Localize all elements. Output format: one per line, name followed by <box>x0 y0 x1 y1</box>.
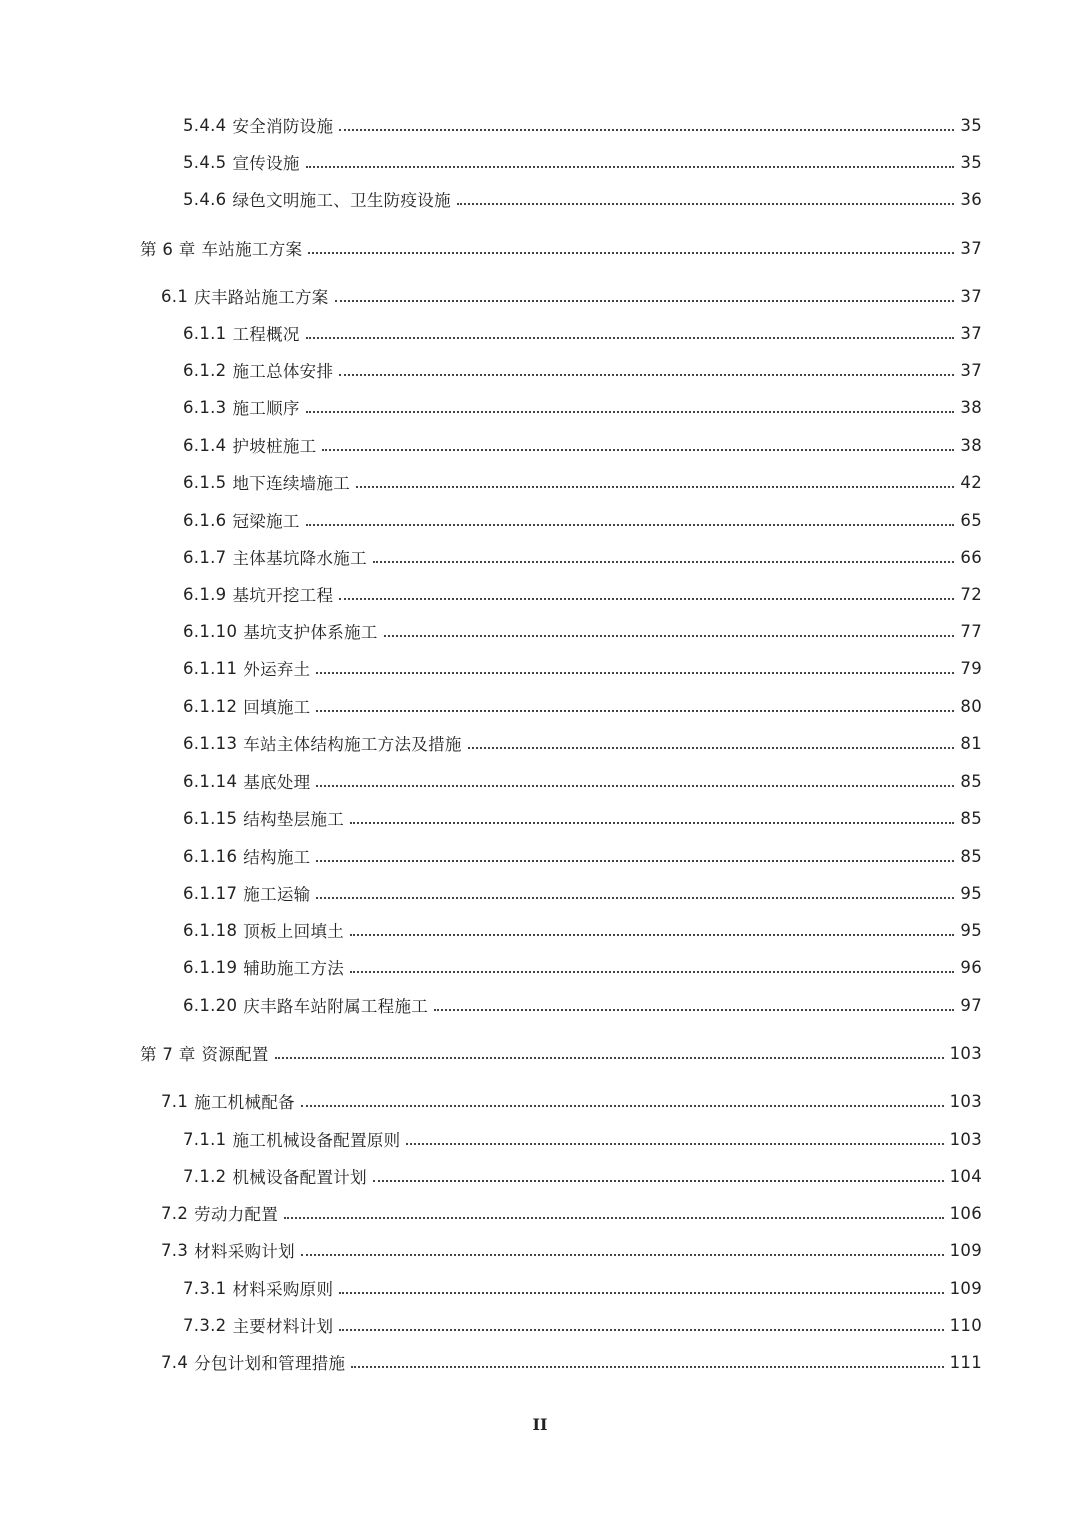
toc-entry-title: 安全消防设施 <box>232 117 334 136</box>
toc-entry-page: 103 <box>949 1129 982 1149</box>
toc-entry-page: 109 <box>949 1278 982 1298</box>
toc-dot-leader <box>339 598 954 600</box>
toc-entry-number: 5.4.5 <box>183 152 227 172</box>
toc-entry-number: 7.1.1 <box>183 1129 227 1149</box>
toc-entry-title: 顶板上回填土 <box>243 922 345 941</box>
toc-entry-page: 81 <box>960 733 982 753</box>
toc-dot-leader <box>384 635 955 637</box>
toc-entry-title: 主体基坑降水施工 <box>232 549 367 568</box>
toc-entry-title: 劳动力配置 <box>194 1205 279 1224</box>
toc-entry-title: 结构垫层施工 <box>243 810 345 829</box>
toc-entry-number: 5.4.4 <box>183 115 227 135</box>
toc-entry-title: 施工机械配备 <box>194 1093 295 1112</box>
toc-entry[interactable] <box>183 110 982 140</box>
toc-entry-title: 主要材料计划 <box>232 1317 334 1336</box>
toc-dot-leader <box>306 411 955 413</box>
toc-entry-title: 基坑支护体系施工 <box>243 623 378 642</box>
toc-entry-page: 104 <box>949 1166 982 1186</box>
toc-entry-page: 66 <box>960 547 982 567</box>
toc-entry-page: 37 <box>960 238 982 258</box>
toc-entry-title: 施工顺序 <box>232 399 300 418</box>
toc-entry-title: 施工运输 <box>243 885 311 904</box>
toc-dot-leader <box>301 1254 944 1256</box>
toc-entry[interactable] <box>183 766 982 796</box>
toc-entry-page: 95 <box>960 883 982 903</box>
toc-dot-leader <box>306 337 955 339</box>
toc-entry-number: 第 7 章 <box>140 1045 196 1064</box>
toc-entry-number: 7.3.1 <box>183 1278 227 1298</box>
toc-entry[interactable] <box>183 878 982 908</box>
toc-entry-page: 109 <box>949 1240 982 1260</box>
toc-entry[interactable] <box>183 392 982 422</box>
toc-dot-leader <box>356 486 954 488</box>
toc-entry[interactable] <box>183 1124 982 1154</box>
toc-dot-leader <box>457 203 955 205</box>
toc-entry[interactable] <box>161 1086 982 1116</box>
toc-entry[interactable] <box>183 1310 982 1340</box>
toc-entry-number: 6.1 <box>161 286 189 306</box>
toc-entry-page: 77 <box>960 621 982 641</box>
toc-entry-title: 外运弃土 <box>243 660 311 679</box>
toc-dot-leader <box>350 971 954 973</box>
toc-entry[interactable] <box>183 616 982 646</box>
toc-entry-number: 7.3.2 <box>183 1315 227 1335</box>
toc-entry-title: 庆丰路车站附属工程施工 <box>243 997 429 1016</box>
toc-entry-title: 护坡桩施工 <box>232 437 317 456</box>
toc-entry[interactable] <box>183 467 982 497</box>
toc-entry[interactable] <box>183 579 982 609</box>
toc-entry[interactable] <box>183 542 982 572</box>
toc-entry-number: 第 6 章 <box>140 240 196 259</box>
toc-entry-number: 6.1.10 <box>183 621 238 641</box>
toc-entry-number: 6.1.12 <box>183 696 238 716</box>
toc-entry-title: 结构施工 <box>243 848 311 867</box>
toc-entry-title: 庆丰路站施工方案 <box>194 288 329 307</box>
toc-entry[interactable] <box>183 691 982 721</box>
toc-entry[interactable] <box>183 915 982 945</box>
toc-dot-leader <box>350 822 954 824</box>
toc-entry[interactable] <box>183 803 982 833</box>
toc-entry[interactable] <box>183 184 982 214</box>
toc-entry-title: 基坑开挖工程 <box>232 586 334 605</box>
toc-entry-page: 85 <box>960 808 982 828</box>
toc-entry-number: 6.1.19 <box>183 957 238 977</box>
toc-entry-page: 37 <box>960 286 982 306</box>
toc-entry-number: 5.4.6 <box>183 189 227 209</box>
toc-entry-page: 106 <box>949 1203 982 1223</box>
toc-entry-page: 85 <box>960 846 982 866</box>
toc-entry-page: 110 <box>949 1315 982 1335</box>
toc-entry-page: 95 <box>960 920 982 940</box>
toc-entry[interactable] <box>183 355 982 385</box>
toc-entry[interactable] <box>183 1273 982 1303</box>
toc-entry-number: 7.1 <box>161 1091 189 1111</box>
toc-entry-title: 冠梁施工 <box>232 512 300 531</box>
toc-dot-leader <box>373 1180 944 1182</box>
toc-dot-leader <box>301 1105 944 1107</box>
toc-dot-leader <box>339 129 954 131</box>
toc-entry-number: 6.1.11 <box>183 658 238 678</box>
toc-entry[interactable] <box>161 1198 982 1228</box>
toc-entry-number: 6.1.4 <box>183 435 227 455</box>
toc-entry[interactable] <box>183 990 982 1020</box>
toc-entry[interactable] <box>161 1347 982 1377</box>
toc-dot-leader <box>284 1217 943 1219</box>
toc-entry-number: 7.2 <box>161 1203 189 1223</box>
toc-dot-leader <box>434 1009 954 1011</box>
toc-dot-leader <box>322 449 954 451</box>
toc-entry-page: 103 <box>949 1091 982 1111</box>
toc-entry-title: 材料采购计划 <box>194 1242 295 1261</box>
toc-entry-title: 回填施工 <box>243 698 311 717</box>
toc-entry-page: 37 <box>960 323 982 343</box>
toc-entry-page: 111 <box>949 1352 982 1372</box>
toc-entry[interactable] <box>161 281 982 311</box>
toc-entry-title: 绿色文明施工、卫生防疫设施 <box>232 191 451 210</box>
toc-entry[interactable] <box>183 318 982 348</box>
toc-entry-page: 80 <box>960 696 982 716</box>
toc-dot-leader <box>308 252 954 254</box>
toc-dot-leader <box>350 934 954 936</box>
toc-entry-number: 6.1.9 <box>183 584 227 604</box>
toc-entry-number: 6.1.14 <box>183 771 238 791</box>
toc-entry-page: 38 <box>960 435 982 455</box>
toc-entry[interactable] <box>183 147 982 177</box>
toc-dot-leader <box>316 710 954 712</box>
toc-entry-page: 65 <box>960 510 982 530</box>
toc-dot-leader <box>373 561 955 563</box>
toc-entry-page: 38 <box>960 397 982 417</box>
toc-entry[interactable] <box>183 841 982 871</box>
toc-entry-page: 79 <box>960 658 982 678</box>
toc-entry-number: 6.1.2 <box>183 360 227 380</box>
toc-dot-leader <box>335 300 955 302</box>
toc-entry-page: 85 <box>960 771 982 791</box>
toc-dot-leader <box>275 1057 944 1059</box>
toc-dot-leader <box>351 1366 943 1368</box>
toc-dot-leader <box>468 747 955 749</box>
toc-entry-number: 6.1.20 <box>183 995 238 1015</box>
toc-entry-title: 分包计划和管理措施 <box>194 1354 346 1373</box>
toc-entry[interactable] <box>183 728 982 758</box>
toc-entry-title: 车站施工方案 <box>201 240 303 259</box>
toc-entry-title: 基底处理 <box>243 773 311 792</box>
toc-entry-title: 施工机械设备配置原则 <box>232 1131 401 1150</box>
toc-entry[interactable] <box>183 1161 982 1191</box>
toc-entry[interactable] <box>183 430 982 460</box>
toc-dot-leader <box>406 1143 943 1145</box>
toc-dot-leader <box>339 1292 943 1294</box>
toc-entry-number: 7.1.2 <box>183 1166 227 1186</box>
toc-dot-leader <box>316 897 954 899</box>
toc-entry-number: 6.1.6 <box>183 510 227 530</box>
toc-entry-number: 6.1.5 <box>183 472 227 492</box>
toc-dot-leader <box>316 785 954 787</box>
toc-entry-page: 103 <box>949 1043 982 1063</box>
toc-entry-number: 7.3 <box>161 1240 189 1260</box>
toc-entry-title: 地下连续墙施工 <box>232 474 351 493</box>
toc-entry-page: 97 <box>960 995 982 1015</box>
toc-dot-leader <box>316 672 954 674</box>
toc-entry[interactable] <box>140 233 982 263</box>
toc-entry-number: 6.1.16 <box>183 846 238 866</box>
toc-entry-page: 42 <box>960 472 982 492</box>
toc-entry-number: 6.1.15 <box>183 808 238 828</box>
toc-entry-number: 6.1.1 <box>183 323 227 343</box>
toc-entry-number: 6.1.17 <box>183 883 238 903</box>
toc-entry-number: 6.1.18 <box>183 920 238 940</box>
toc-entry[interactable] <box>183 952 982 982</box>
toc-entry[interactable] <box>183 653 982 683</box>
toc-entry-title: 辅助施工方法 <box>243 959 345 978</box>
toc-entry-title: 车站主体结构施工方法及措施 <box>243 735 462 754</box>
toc-dot-leader <box>316 860 954 862</box>
toc-dot-leader <box>306 524 955 526</box>
toc-entry-page: 36 <box>960 189 982 209</box>
toc-dot-leader <box>306 166 955 168</box>
toc-entry-title: 材料采购原则 <box>232 1280 334 1299</box>
toc-entry[interactable] <box>183 505 982 535</box>
toc-entry-title: 施工总体安排 <box>232 362 334 381</box>
toc-entry-title: 资源配置 <box>201 1045 269 1064</box>
toc-entry-number: 6.1.3 <box>183 397 227 417</box>
page-number-footer: II <box>532 1415 548 1434</box>
toc-entry-page: 35 <box>960 115 982 135</box>
toc-entry-number: 7.4 <box>161 1352 189 1372</box>
toc-entry-title: 工程概况 <box>232 325 300 344</box>
toc-dot-leader <box>339 374 954 376</box>
toc-entry-title: 机械设备配置计划 <box>232 1168 367 1187</box>
toc-entry-page: 35 <box>960 152 982 172</box>
toc-entry-number: 6.1.7 <box>183 547 227 567</box>
toc-entry-page: 72 <box>960 584 982 604</box>
toc-entry-title: 宣传设施 <box>232 154 300 173</box>
toc-entry[interactable] <box>140 1038 982 1068</box>
toc-dot-leader <box>339 1329 943 1331</box>
toc-entry[interactable] <box>161 1235 982 1265</box>
toc-entry-page: 37 <box>960 360 982 380</box>
toc-entry-page: 96 <box>960 957 982 977</box>
toc-entry-number: 6.1.13 <box>183 733 238 753</box>
